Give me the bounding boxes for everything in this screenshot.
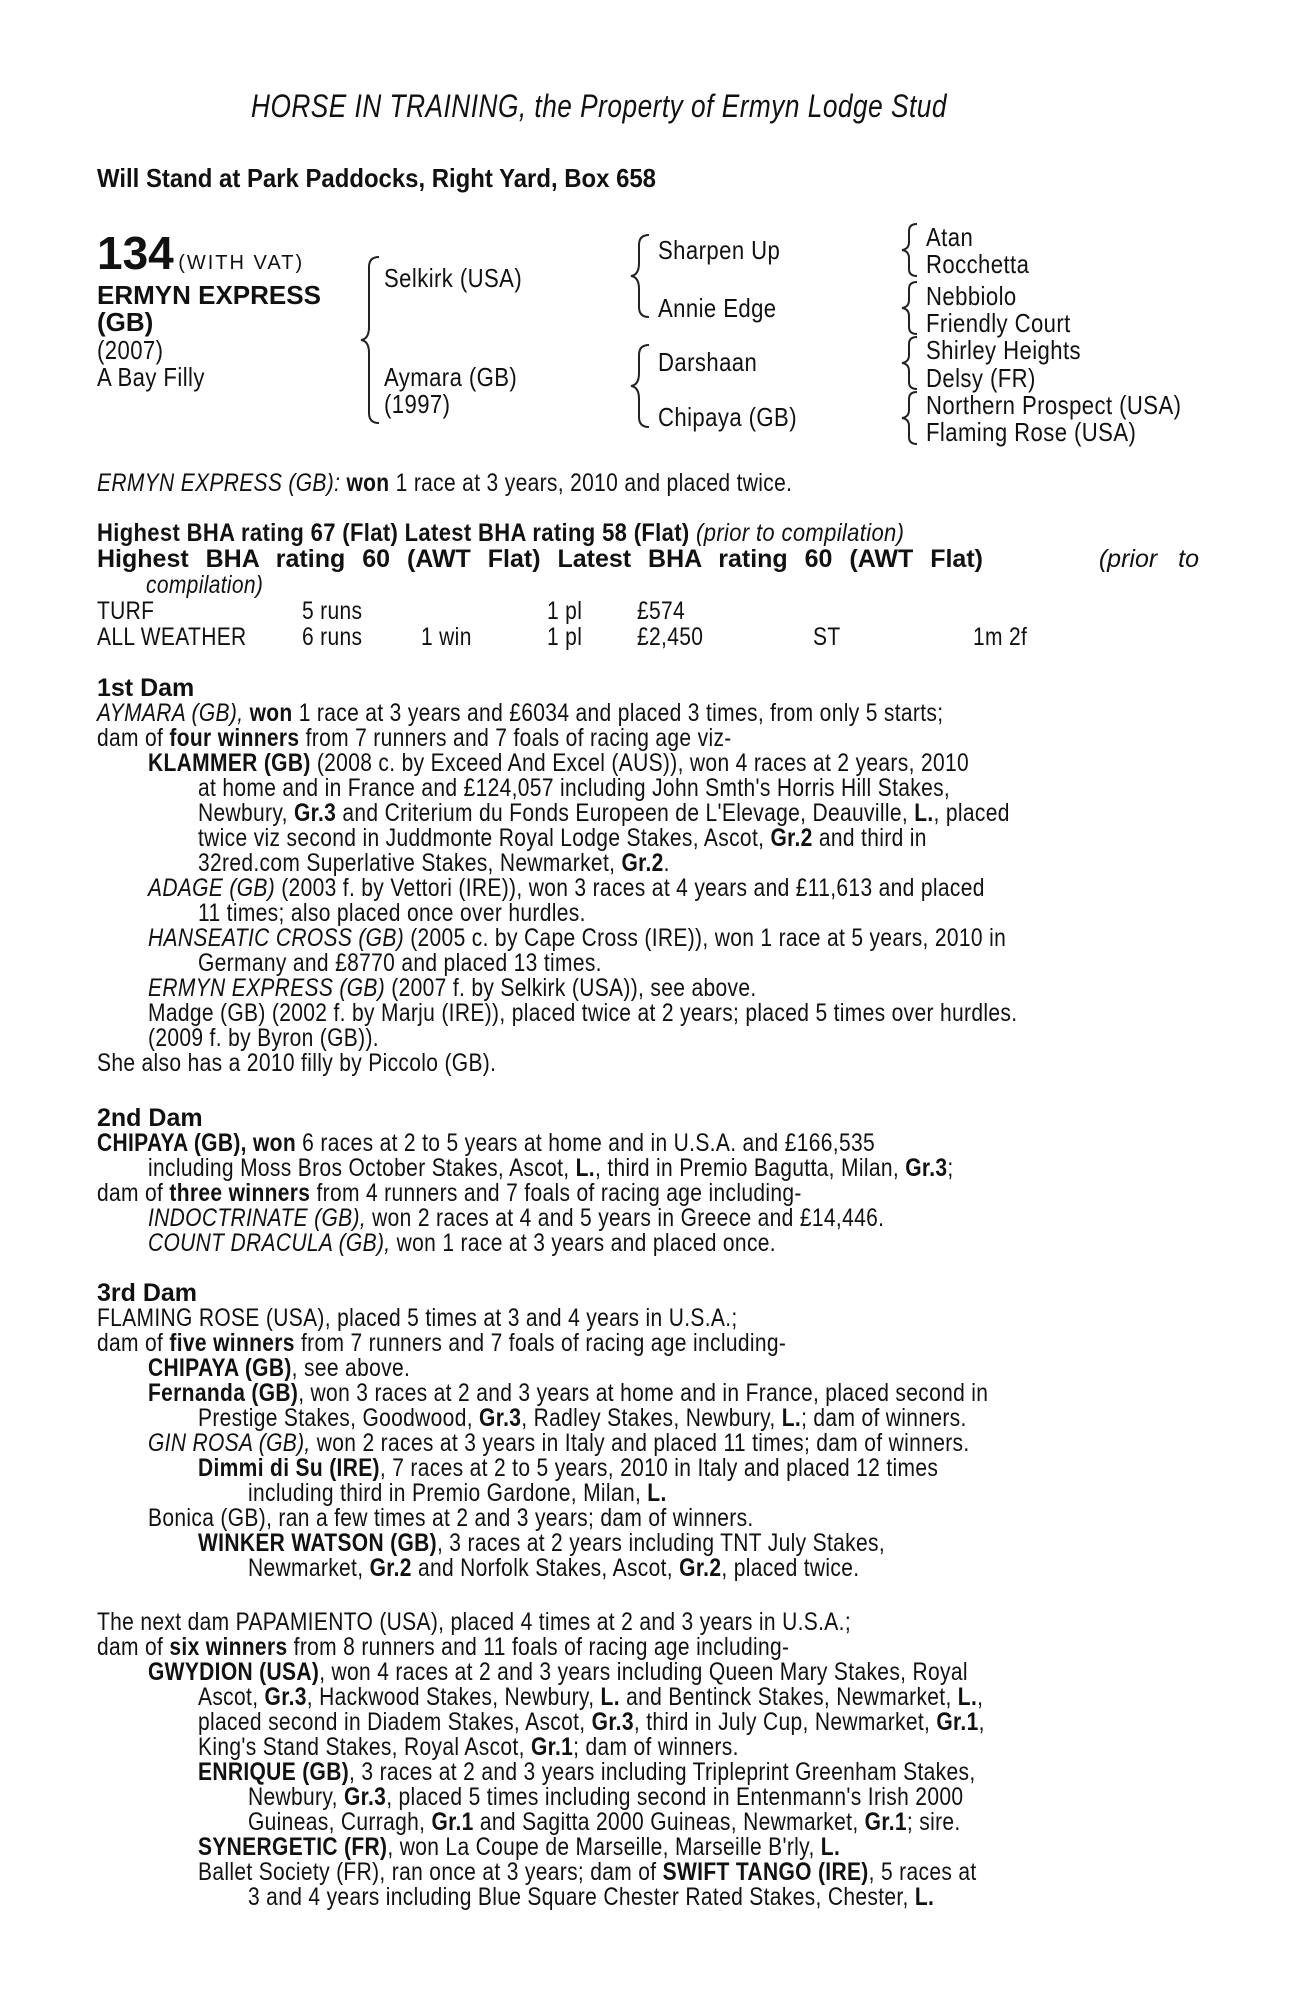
text-fragment: and Bentinck Stakes, Newmarket, <box>619 1683 958 1711</box>
text-fragment: Gr.1 <box>864 1808 907 1836</box>
text-fragment: SYNERGETIC (FR) <box>198 1833 388 1861</box>
first-dam-produce: 11 times; also placed once over hurdles. <box>198 899 586 927</box>
text-fragment: , placed 5 times including second in Entenmann's Irish 2000 <box>386 1783 964 1811</box>
pedigree-sss: Atan <box>926 222 974 252</box>
text-fragment: ; sire. <box>906 1808 961 1836</box>
text-fragment: CHIPAYA (GB) <box>148 1354 292 1382</box>
text-fragment: five winners <box>169 1329 295 1357</box>
text-fragment: , won 3 races at 2 and 3 years at home and in France, placed second in <box>298 1379 989 1407</box>
text-fragment: Ballet Society (FR), ran once at 3 years; dam of <box>198 1858 663 1886</box>
text-fragment: (2008 c. by Exceed And Excel (AUS)), won 4 races at 2 years, 2010 <box>310 749 970 777</box>
record-distance: 1m 2f <box>973 623 1028 651</box>
text-fragment: and third in <box>812 824 927 852</box>
pedigree-brace-2 <box>625 233 655 319</box>
page-title: HORSE IN TRAINING, the Property of Ermyn Lodge Stud <box>251 88 947 124</box>
text-fragment: SWIFT TANGO (IRE) <box>662 1858 869 1886</box>
text-fragment: won 2 races at 3 years in Italy and placed 11 times; dam of winners. <box>310 1429 970 1457</box>
text-fragment: Gr.2 <box>369 1554 412 1582</box>
pedigree-brace-4 <box>895 222 923 278</box>
text-fragment: , 3 races at 2 years including TNT July Stakes, <box>436 1529 886 1557</box>
text-fragment: , Radley Stakes, Newbury, <box>521 1404 782 1432</box>
summary-won: won <box>346 469 390 497</box>
horse-year: (2007) <box>97 335 164 365</box>
first-dam-produce: Madge (GB) (2002 f. by Marju (IRE)), placed twice at 2 years; placed 5 times over hurdles. <box>148 999 1018 1027</box>
text-fragment: 32red.com Superlative Stakes, Newmarket, <box>198 849 622 877</box>
rating-2-text: Highest BHA rating 60 (AWT Flat) Latest BHA rating 60 (AWT Flat) <box>97 545 983 573</box>
text-fragment: from 7 runners and 7 foals of racing age including- <box>294 1329 787 1357</box>
text-fragment: L. <box>914 799 934 827</box>
text-fragment: dam of <box>97 724 170 752</box>
rating-1-text: Highest BHA rating 67 (Flat) Latest BHA rating 58 (Flat) <box>97 519 690 547</box>
pedigree-ssd: Rocchetta <box>926 249 1030 279</box>
text-fragment: won <box>249 699 293 727</box>
text-fragment: Ascot, <box>198 1683 265 1711</box>
text-fragment: dam of <box>97 1179 170 1207</box>
pedigree-sire-sire: Sharpen Up <box>658 235 781 265</box>
summary-horse: ERMYN EXPRESS (GB) <box>97 469 335 497</box>
text-fragment: , placed twice. <box>721 1554 860 1582</box>
vat-label: (WITH VAT) <box>178 252 305 274</box>
record-wins: 1 win <box>421 623 472 651</box>
text-fragment: , Hackwood Stakes, Newbury, <box>306 1683 601 1711</box>
text-fragment: , see above. <box>291 1354 411 1382</box>
text-fragment: placed second in Diadem Stakes, Ascot, <box>198 1708 592 1736</box>
text-fragment: Gr.1 <box>936 1708 979 1736</box>
text-fragment: ; dam of winners. <box>801 1404 967 1432</box>
pedigree-brace-3 <box>625 343 655 429</box>
text-fragment: , <box>977 1683 984 1711</box>
text-fragment: Gr.3 <box>293 799 337 827</box>
second-dam-heading: 2nd Dam <box>97 1104 203 1132</box>
first-dam-produce: (2009 f. by Byron (GB)). <box>148 1024 379 1052</box>
text-fragment: (2005 c. by Cape Cross (IRE)), won 1 race at 5 years, 2010 in <box>404 924 1007 952</box>
pedigree-dam-dam: Chipaya (GB) <box>658 402 797 432</box>
text-fragment: and Sagitta 2000 Guineas, Newmarket, <box>473 1808 865 1836</box>
text-fragment: including third in Premio Gardone, Milan, <box>248 1479 648 1507</box>
summary-rest: 1 race at 3 years, 2010 and placed twice. <box>389 469 793 497</box>
pedigree-sire-dam: Annie Edge <box>658 293 777 323</box>
text-fragment: from 7 runners and 7 foals of racing age viz- <box>299 724 732 752</box>
text-fragment: dam of <box>97 1633 170 1661</box>
first-dam-produce: Germany and £8770 and placed 13 times. <box>198 949 602 977</box>
summary-colon: : <box>334 469 341 497</box>
text-fragment: L. <box>820 1833 841 1861</box>
text-fragment: Guineas, Curragh, <box>248 1808 432 1836</box>
text-fragment: Gr.3 <box>479 1404 522 1432</box>
text-fragment: Prestige Stakes, Goodwood, <box>198 1404 480 1432</box>
record-prize: £574 <box>637 597 686 625</box>
text-fragment: won 2 races at 4 and 5 years in Greece and £14,446. <box>365 1204 885 1232</box>
text-fragment: , 7 races at 2 to 5 years, 2010 in Italy and placed 12 times <box>379 1454 939 1482</box>
horse-name: ERMYN EXPRESS <box>97 280 321 310</box>
text-fragment: ERMYN EXPRESS (GB) <box>148 974 386 1002</box>
pedigree-sdd: Friendly Court <box>926 308 1071 338</box>
text-fragment: HANSEATIC CROSS (GB) <box>148 924 405 952</box>
text-fragment: , 3 races at 2 and 3 years including Tripleprint Greenham Stakes, <box>349 1758 976 1786</box>
record-placed: 1 pl <box>547 623 583 651</box>
text-fragment: and Norfolk Stakes, Ascot, <box>411 1554 680 1582</box>
third-dam-heading: 3rd Dam <box>97 1279 198 1307</box>
text-fragment: Gr.1 <box>530 1733 574 1761</box>
text-fragment: ENRIQUE (GB) <box>198 1758 350 1786</box>
text-fragment: ; dam of winners. <box>573 1733 739 1761</box>
text-fragment: (2003 f. by Vettori (IRE)), won 3 races at 4 years and £11,613 and placed <box>275 874 985 902</box>
record-surface: ALL WEATHER <box>97 623 247 651</box>
text-fragment: Gr.3 <box>264 1683 307 1711</box>
pedigree-brace-6 <box>895 335 923 391</box>
text-fragment: L. <box>914 1883 935 1911</box>
text-fragment: Gr.2 <box>770 824 813 852</box>
text-fragment: , 5 races at <box>868 1858 977 1886</box>
pedigree-brace-1 <box>355 255 385 425</box>
pedigree-dsd: Delsy (FR) <box>926 363 1036 393</box>
text-fragment: ; <box>947 1154 954 1182</box>
text-fragment: GIN ROSA (GB), <box>148 1429 311 1457</box>
text-fragment: twice viz second in Juddmonte Royal Lodge Stakes, Ascot, <box>198 824 771 852</box>
text-fragment: INDOCTRINATE (GB), <box>148 1204 366 1232</box>
text-fragment: L. <box>957 1683 978 1711</box>
pedigree-dam: Aymara (GB) <box>384 362 518 392</box>
horse-country: (GB) <box>97 307 154 337</box>
text-fragment: CHIPAYA (GB), won <box>97 1129 297 1157</box>
record-prize: £2,450 <box>637 623 704 651</box>
text-fragment: including Moss Bros October Stakes, Ascot, <box>148 1154 576 1182</box>
text-fragment: six winners <box>169 1633 288 1661</box>
text-fragment: AYMARA (GB), <box>97 699 244 727</box>
first-dam-note: She also has a 2010 filly by Piccolo (GB). <box>97 1049 497 1077</box>
pedigree-sire: Selkirk (USA) <box>384 263 523 293</box>
text-fragment: , third in Premio Bagutta, Milan, <box>594 1154 906 1182</box>
text-fragment: L. <box>600 1683 620 1711</box>
text-fragment: , <box>978 1708 985 1736</box>
text-fragment: L. <box>647 1479 667 1507</box>
lot-number-block <box>97 226 304 280</box>
next-dam-produce <box>248 1883 934 1912</box>
record-surface: TURF <box>97 597 155 625</box>
text-fragment: WINKER WATSON (GB) <box>198 1529 437 1557</box>
text-fragment: Gr.3 <box>905 1154 948 1182</box>
text-fragment: four winners <box>169 724 300 752</box>
text-fragment: L. <box>575 1154 595 1182</box>
text-fragment: from 4 runners and 7 foals of racing age including- <box>310 1179 802 1207</box>
text-fragment: (2007 f. by Selkirk (USA)), see above. <box>385 974 757 1002</box>
lot-number: 134 <box>97 227 174 279</box>
text-fragment: from 8 runners and 11 foals of racing age including- <box>287 1633 790 1661</box>
pedigree-dss: Shirley Heights <box>926 335 1082 365</box>
text-fragment: Dimmi di Su (IRE) <box>198 1454 380 1482</box>
pedigree-dds: Northern Prospect (USA) <box>926 390 1182 420</box>
text-fragment: , third in July Cup, Newmarket, <box>633 1708 937 1736</box>
first-dam-produce: at home and in France and £124,057 including John Smth's Horris Hill Stakes, <box>198 774 951 802</box>
rating-line-2 <box>97 545 1199 574</box>
stand-location: Will Stand at Park Paddocks, Right Yard, Box 658 <box>97 163 656 193</box>
text-fragment: Gr.3 <box>591 1708 634 1736</box>
text-fragment: L. <box>781 1404 802 1432</box>
third-dam-produce: Bonica (GB), ran a few times at 2 and 3 years; dam of winners. <box>148 1504 754 1532</box>
pedigree-ddd: Flaming Rose (USA) <box>926 417 1137 447</box>
text-fragment: COUNT DRACULA (GB), <box>148 1229 391 1257</box>
text-fragment: Newbury, <box>248 1783 344 1811</box>
text-fragment: Newbury, <box>198 799 294 827</box>
rating-1-note: (prior to compilation) <box>696 519 905 547</box>
rating-line-1 <box>97 519 904 548</box>
pedigree-brace-5 <box>895 280 923 336</box>
text-fragment: won 1 race at 3 years and placed once. <box>390 1229 776 1257</box>
second-dam-produce <box>148 1229 776 1258</box>
text-fragment: Gr.1 <box>431 1808 474 1836</box>
record-runs: 5 runs <box>302 597 363 625</box>
text-fragment: Gr.2 <box>679 1554 722 1582</box>
text-fragment: three winners <box>169 1179 311 1207</box>
rating-2-note: (prior to <box>1098 545 1199 573</box>
pedigree-dam-year: (1997) <box>384 389 451 419</box>
text-fragment: ADAGE (GB) <box>148 874 276 902</box>
text-fragment: Newmarket, <box>248 1554 370 1582</box>
text-fragment: Fernanda (GB) <box>148 1379 299 1407</box>
text-fragment: dam of <box>97 1329 170 1357</box>
record-placed: 1 pl <box>547 597 583 625</box>
rating-line-3: compilation) <box>146 571 264 599</box>
pedigree-dam-sire: Darshaan <box>658 347 758 377</box>
text-fragment: King's Stand Stakes, Royal Ascot, <box>198 1733 531 1761</box>
text-fragment: and Criterium du Fonds Europeen de L'Elevage, Deauville, <box>336 799 915 827</box>
text-fragment: , placed <box>933 799 1010 827</box>
next-dam-line: The next dam PAPAMIENTO (USA), placed 4 times at 2 and 3 years in U.S.A.; <box>97 1608 851 1636</box>
text-fragment: 1 race at 3 years and £6034 and placed 3 times, from only 5 starts; <box>292 699 944 727</box>
text-fragment: 6 races at 2 to 5 years at home and in U.S.A. and £166,535 <box>296 1129 876 1157</box>
text-fragment: Gr.2 <box>621 849 664 877</box>
pedigree-sds: Nebbiolo <box>926 281 1017 311</box>
pedigree-brace-7 <box>895 390 923 446</box>
text-fragment: Gr.3 <box>343 1783 387 1811</box>
text-fragment: , won La Coupe de Marseille, Marseille B'rly, <box>387 1833 821 1861</box>
text-fragment: KLAMMER (GB) <box>148 749 311 777</box>
text-fragment: , won 4 races at 2 and 3 years including Queen Mary Stakes, Royal <box>319 1658 968 1686</box>
third-dam-line: FLAMING ROSE (USA), placed 5 times at 3 and 4 years in U.S.A.; <box>97 1304 738 1332</box>
text-fragment: 3 and 4 years including Blue Square Chester Rated Stakes, Chester, <box>248 1883 915 1911</box>
record-runs: 6 runs <box>302 623 363 651</box>
race-summary <box>97 469 792 498</box>
first-dam-heading: 1st Dam <box>97 674 195 702</box>
third-dam-produce <box>248 1554 859 1583</box>
horse-description: A Bay Filly <box>97 362 205 392</box>
text-fragment: . <box>663 849 670 877</box>
text-fragment: GWYDION (USA) <box>148 1658 320 1686</box>
record-st: ST <box>813 623 841 651</box>
